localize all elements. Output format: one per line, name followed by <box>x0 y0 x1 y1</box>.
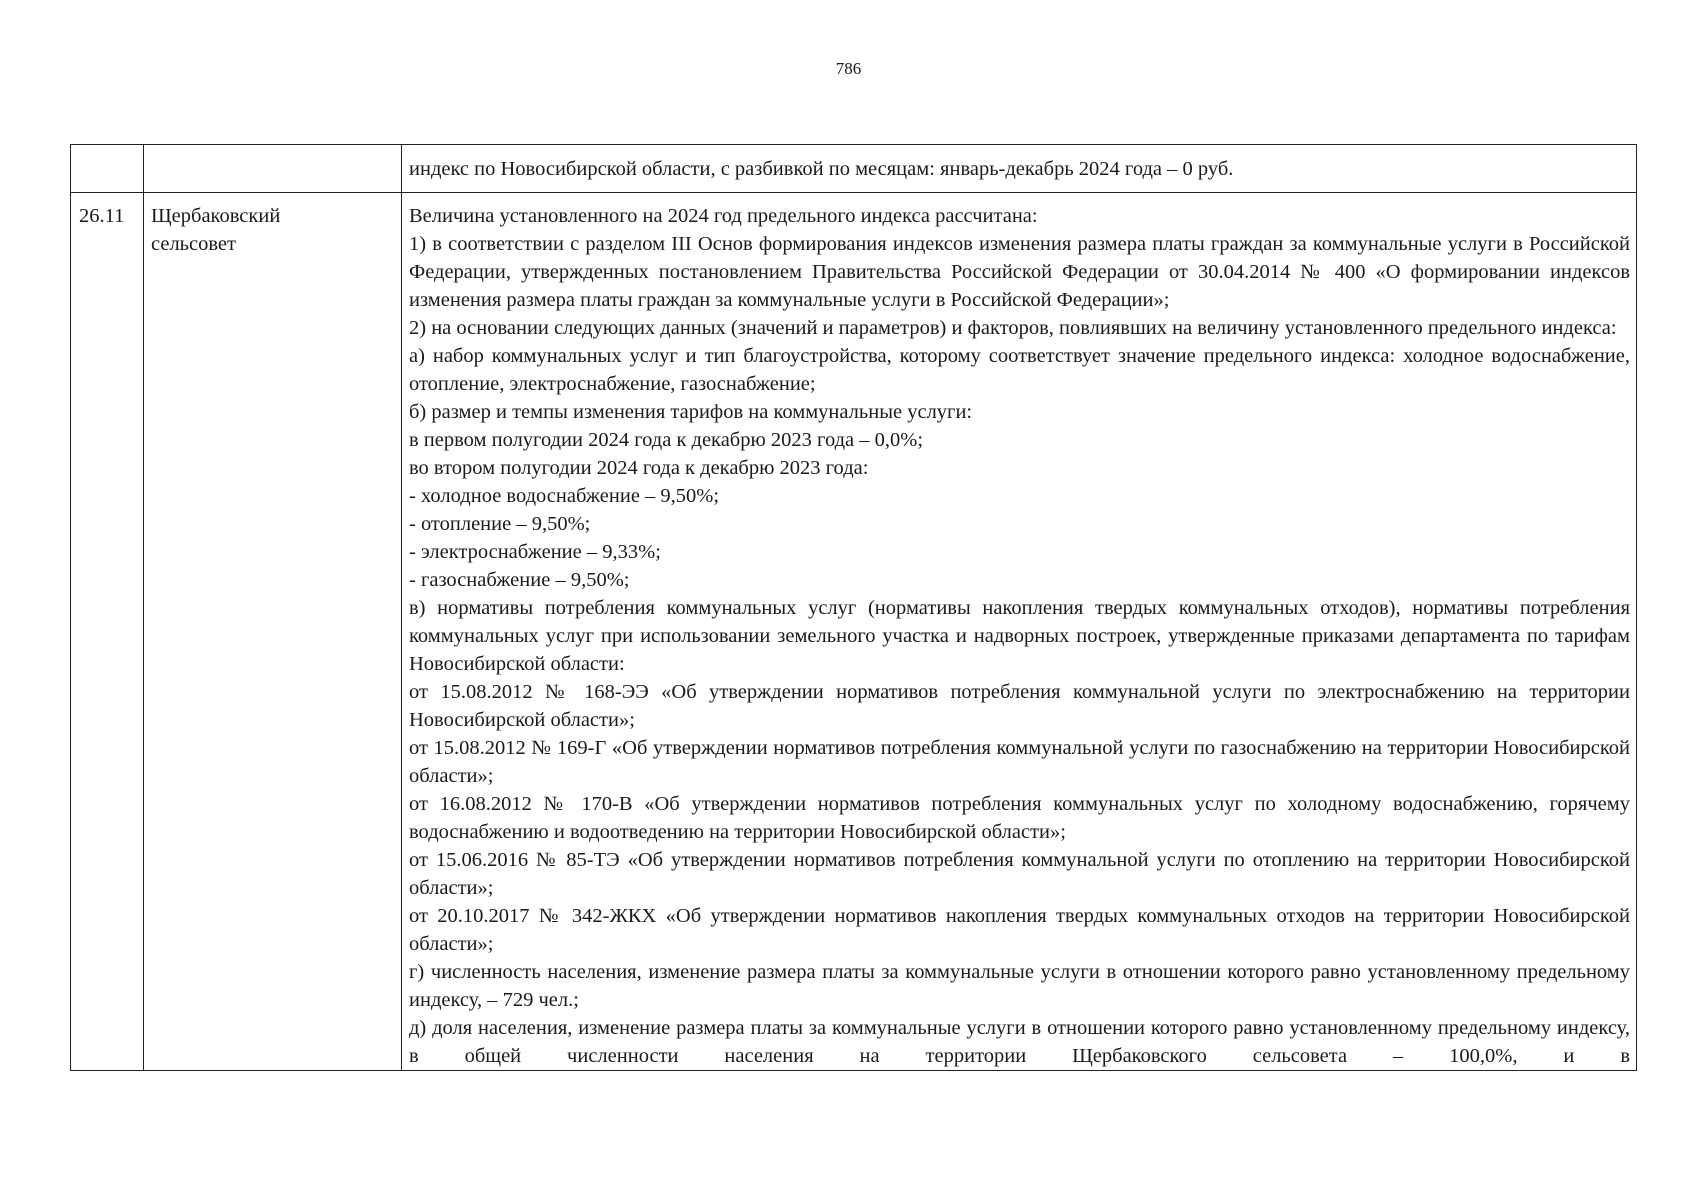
paragraph: - холодное водоснабжение – 9,50%; <box>409 485 720 507</box>
page-number: 786 <box>835 59 862 78</box>
document-table <box>70 144 1637 1071</box>
cell-description: индекс по Новосибирской области, с разбивкой по месяцам: январь-декабрь 2024 года – 0 руб. <box>402 145 1637 193</box>
municipality-name-line: Щербаковский <box>151 205 281 227</box>
paragraph: от 20.10.2017 № 342-ЖКХ «Об утверждении нормативов накопления твердых коммунальных отходов на территории Новосибирской области»; <box>409 905 1630 955</box>
paragraph: в первом полугодии 2024 года к декабрю 2023 года – 0,0%; <box>409 429 924 451</box>
table-row-continuation <box>71 145 1637 193</box>
cell-number <box>71 145 144 193</box>
table-row-26-11 <box>71 193 1637 1071</box>
cell-description <box>402 193 1637 1071</box>
paragraph: б) размер и темпы изменения тарифов на коммунальные услуги: <box>409 401 973 423</box>
paragraph: от 16.08.2012 № 170-В «Об утверждении нормативов потребления коммунальных услуг по холодному водоснабжению, горячему водоснабжению и водоотведению на территории Новосибирской области»; <box>409 793 1630 843</box>
paragraph: от 15.06.2016 № 85-ТЭ «Об утверждении нормативов потребления коммунальной услуги по отоплению на территории Новосибирской области»; <box>409 849 1630 899</box>
cell-number: 26.11 <box>71 193 144 1071</box>
cell-municipality <box>144 145 402 193</box>
paragraph: а) набор коммунальных услуг и тип благоустройства, которому соответствует значение предельного индекса: холодное водоснабжение, отопление, электроснабжение, газоснабжение; <box>409 345 1630 395</box>
cell-municipality <box>144 193 402 1071</box>
paragraph: в) нормативы потребления коммунальных услуг (нормативы накопления твердых коммунальных отходов), нормативы потребления коммунальных услуг при использовании земельного участка и надворных построек, утвержденные приказами департамента по тарифам Новосибирской области: <box>409 597 1630 675</box>
paragraph: г) численность населения, изменение размера платы за коммунальные услуги в отношении которого равно установленному предельному индексу, – 729 чел.; <box>409 961 1630 1011</box>
paragraph: 2) на основании следующих данных (значений и параметров) и факторов, повлиявших на величину установленного предельного индекса: <box>409 317 1617 339</box>
paragraph: от 15.08.2012 № 169-Г «Об утверждении нормативов потребления коммунальной услуги по газоснабжению на территории Новосибирской области»; <box>409 737 1630 787</box>
paragraph: - электроснабжение – 9,33%; <box>409 541 661 563</box>
paragraph: д) доля населения, изменение размера платы за коммунальные услуги в отношении которого равно установленному предельному индексу, в общей численности населения на территории Щербаковского сельсовета – 100,0%, и в <box>409 1017 1630 1067</box>
paragraph: Величина установленного на 2024 год предельного индекса рассчитана: <box>409 205 1038 227</box>
paragraph: - газоснабжение – 9,50%; <box>409 569 630 591</box>
municipality-name-line: сельсовет <box>151 233 236 255</box>
paragraph: во втором полугодии 2024 года к декабрю 2023 года: <box>409 457 869 479</box>
paragraph: от 15.08.2012 № 168-ЭЭ «Об утверждении нормативов потребления коммунальной услуги по электроснабжению на территории Новосибирской области»; <box>409 681 1630 731</box>
paragraph: 1) в соответствии с разделом III Основ формирования индексов изменения размера платы граждан за коммунальные услуги в Российской Федерации, утвержденных постановлением Правительства Российской Федерации от 30.04.2014 № 400 «О формировании индексов изменения размера платы граждан за коммунальные услуги в Российской Федерации»; <box>409 233 1630 311</box>
paragraph: - отопление – 9,50%; <box>409 513 591 535</box>
